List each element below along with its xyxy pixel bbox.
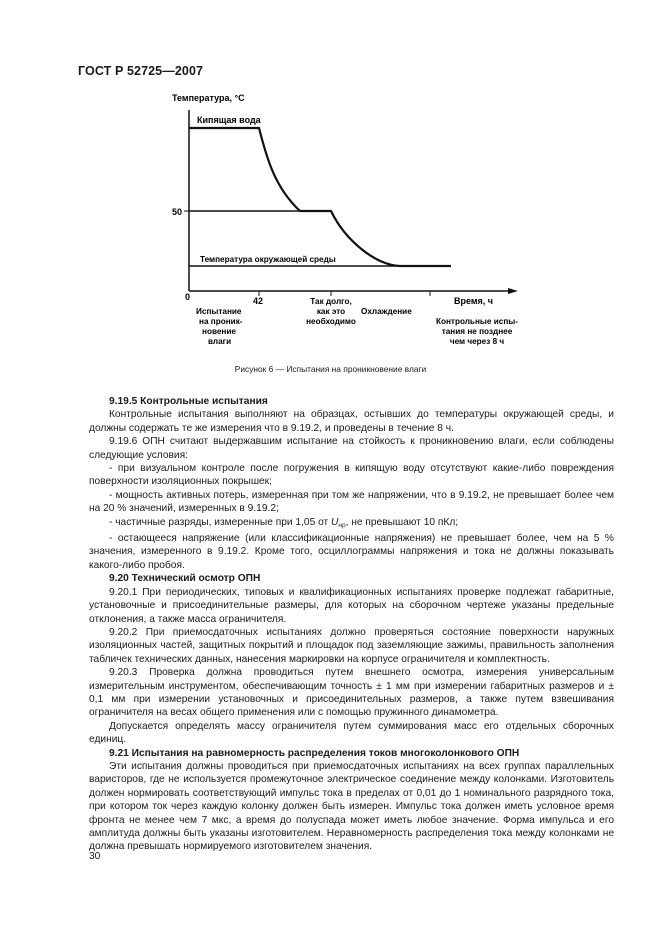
annotation-line: необходимо <box>306 317 356 326</box>
annotation-line: Испытание <box>196 307 242 316</box>
figure-caption: Рисунок 6 — Испытания на проникновение влаги <box>234 364 427 374</box>
paragraph: 9.20.1 При периодических, типовых и квалификационных испытаниях проверке подлежат габаритные, установочные и присоединительные размеры, для которых на сборочном чертеже указаны предельные отклонения, а также масса ограничителя. <box>89 586 614 625</box>
annotation-line: как это <box>316 307 346 316</box>
paragraph: 9.20.2 При приемосдаточных испытаниях должно проверяться состояние поверхности наружных изоляционных частей, защитных покрытий и площадок под заземляющие зажимы, правильность заполнения табличек технических данных, нанесения маркировки на корпусе ограничителя и комплектность. <box>89 626 614 665</box>
document-body <box>89 395 614 854</box>
paragraph: Эти испытания должны проводиться при приемосдаточных испытаниях на всех группах параллельных варисторов, где не используется промежуточное электрическое соединение между колонками. Изготовитель должен нормировать соответствующий импульс тока в пределах от 0,01 до 1 номинального разрядного тока, при котором ток через каждую колонку должен быть измерен. Импульс тока должен иметь условное время фронта не менее чем 7 мкс, а время до полуспада может иметь любое значение. Форма импульса и его амплитуда должны быть указаны изготовителем. Неравномерность распределения тока между колонками не должна превышать нормируемого изготовителем значения. <box>89 760 614 853</box>
annotation-line: Так долго, <box>310 297 352 306</box>
paragraph: Контрольные испытания выполняют на образцах, остывших до температуры окружающей среды, и должны содержать те же измерения что в 9.19.2, и проведены в течение 8 ч. <box>89 409 614 434</box>
annotation-cooling: Охлаждение <box>361 307 412 316</box>
paragraph: 9.20.3 Проверка должна проводиться путем внешнего осмотра, измерения универсальным измерительным инструментом, обеспечивающим точность ± 1 мм при измерении габаритных размеров и ± 0,1 мм при измерении установочных и присоединительных размеров, а также путем взвешивания ограничителя на весах общего применения или с помощью пружинного динамометра. <box>89 667 614 719</box>
annotation-line: на проник- <box>199 317 243 326</box>
section-heading-9-20: 9.20 Технический осмотр ОПН <box>109 573 261 585</box>
annotation-as-long <box>306 297 356 326</box>
list-item: - мощность активных потерь, измеренная при том же напряжении, что в 9.19.2, не превышает более чем на 20 % значений, измеренных в 9.19.2; <box>89 489 614 515</box>
y-axis-label: Температура, °С <box>172 93 245 103</box>
x-axis-label: Время, ч <box>454 296 494 306</box>
x-axis-arrow <box>508 288 518 294</box>
list-item: - при визуальном контроле после погружения в кипящую воду отсутствуют какие-либо повреждения поверхности изоляционных покрышек; <box>89 463 614 488</box>
annotation-line: влаги <box>208 337 232 346</box>
annotation-control <box>436 317 518 346</box>
section-heading-9-19-5: 9.19.5 Контрольные испытания <box>109 396 268 407</box>
annotation-line: чем через 8 ч <box>449 337 505 346</box>
paragraph: Допускается определять массу ограничителя путем суммирования масс его отдельных сборочных единиц. <box>89 720 614 746</box>
voltage-symbol: U <box>331 516 339 528</box>
annotation-line: тания не позднее <box>441 327 513 336</box>
list-item: - остающееся напряжение (или классификационные напряжения) не превышает более, чем на 5 % значения, измеренного в 9.19.2. Кроме того, осциллограммы напряжения и тока не должны показывать какого-либо пробоя. <box>89 533 614 571</box>
ambient-temperature-label: Температура окружающей среды <box>200 255 336 264</box>
temperature-curve <box>189 128 451 266</box>
paragraph: 9.19.6 ОПН считают выдержавшим испытание на стойкость к проникновению влаги, если соблюдены следующие условия: <box>89 436 614 461</box>
list-item <box>89 516 614 532</box>
tick-50-label: 50 <box>172 207 183 217</box>
tick-0-label: 0 <box>185 292 191 302</box>
text-fragment: , не превышают 10 пКл; <box>345 516 459 528</box>
tick-42-label: 42 <box>253 296 264 306</box>
moisture-test-diagram <box>0 0 661 360</box>
section-heading-9-21: 9.21 Испытания на равномерность распределения токов многоколонкового ОПН <box>109 747 520 759</box>
annotation-immersion <box>196 307 243 346</box>
boiling-water-label: Кипящая вода <box>197 115 261 125</box>
text-fragment: - частичные разряды, измеренные при 1,05 от <box>109 516 332 528</box>
annotation-line: новение <box>202 327 236 336</box>
annotation-line: Контрольные испы- <box>435 317 519 326</box>
voltage-subscript: нр <box>338 521 346 529</box>
document-header: ГОСТ Р 52725—2007 <box>78 64 204 78</box>
page-number: 30 <box>89 851 101 862</box>
